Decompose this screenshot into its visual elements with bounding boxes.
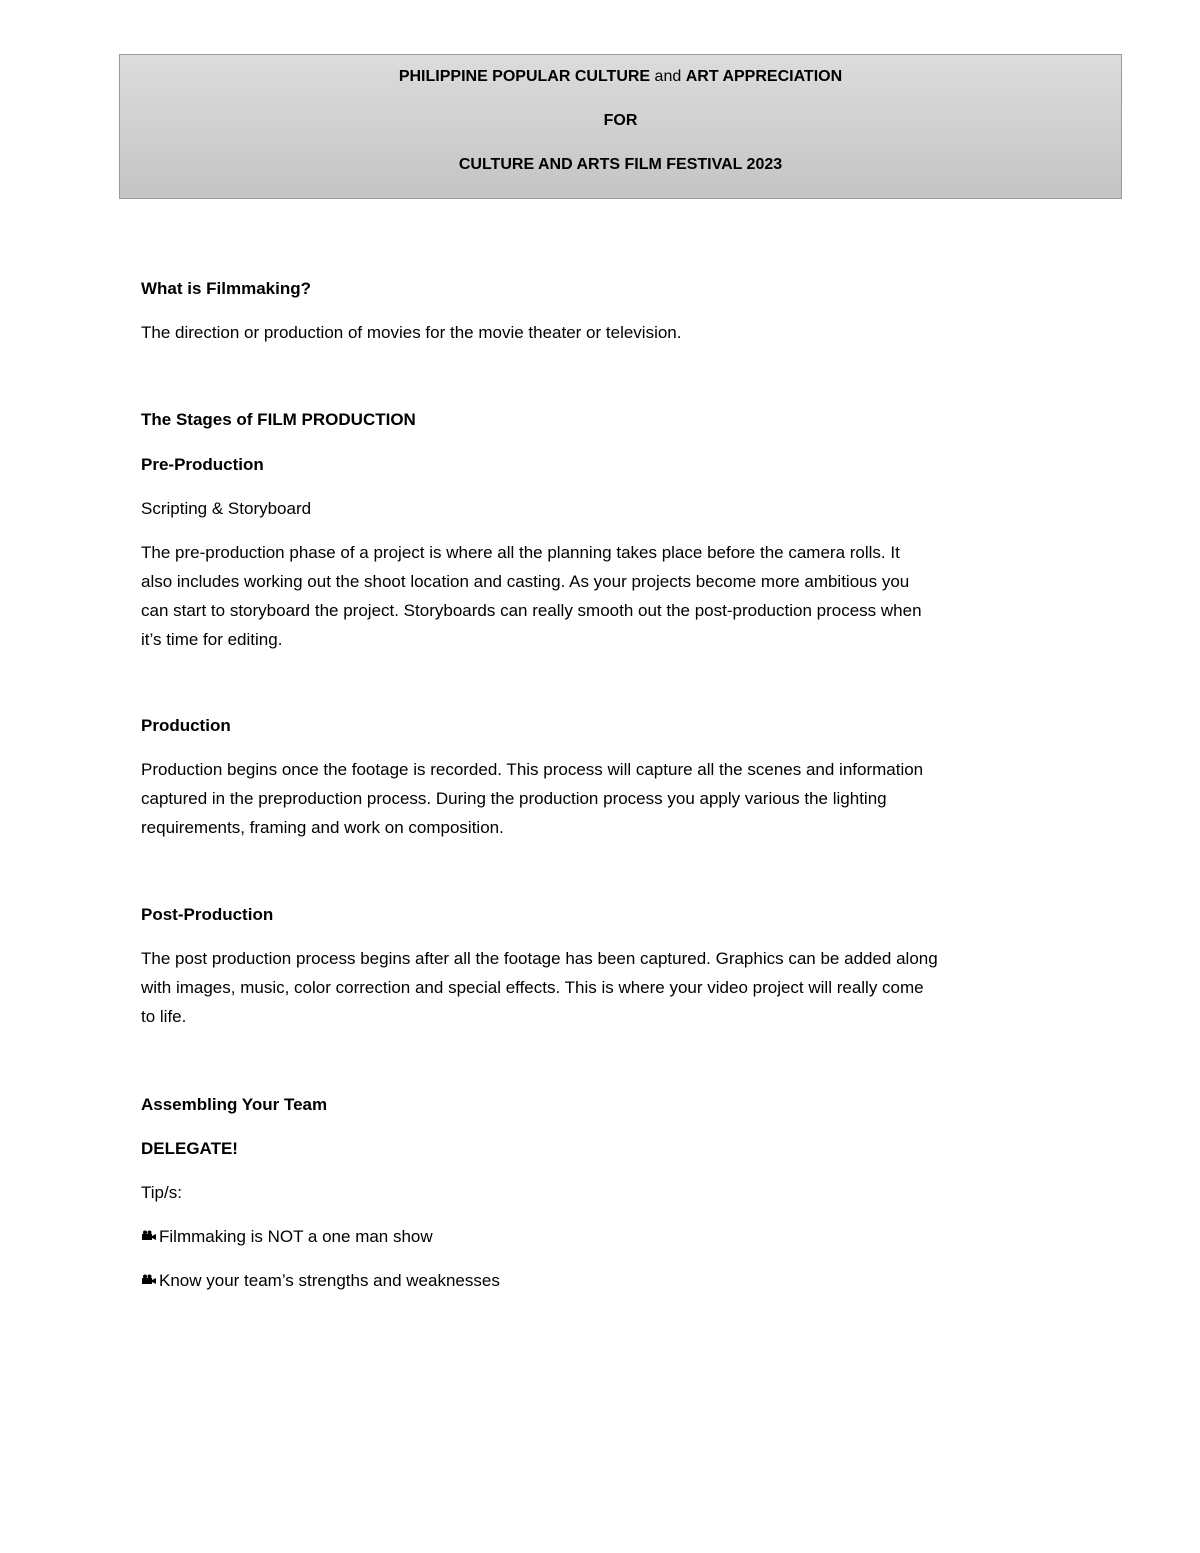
stages-heading: The Stages of FILM PRODUCTION bbox=[141, 410, 416, 429]
paragraph-line: it’s time for editing. bbox=[141, 630, 283, 649]
paragraph-line: to life. bbox=[141, 1007, 187, 1026]
film-camera-icon bbox=[141, 1267, 157, 1296]
course-title-conjunction: and bbox=[650, 68, 686, 85]
festival-title: CULTURE AND ARTS FILM FESTIVAL 2023 bbox=[458, 156, 783, 173]
team-heading: Assembling Your Team bbox=[141, 1095, 328, 1114]
course-title-part1: PHILIPPINE POPULAR CULTURE bbox=[398, 68, 651, 85]
preproduction-heading: Pre-Production bbox=[141, 455, 264, 474]
paragraph-line: captured in the preproduction process. During the production process you apply various the lighting bbox=[141, 789, 887, 808]
paragraph-line: The post production process begins after all the footage has been captured. Graphics can be added along bbox=[141, 949, 938, 968]
title-banner bbox=[119, 54, 1122, 199]
preproduction-subheading: Scripting & Storyboard bbox=[141, 499, 312, 518]
paragraph-line: Production begins once the footage is recorded. This process will capture all the scenes and information bbox=[141, 760, 924, 779]
paragraph-line: also includes working out the shoot location and casting. As your projects become more ambitious you bbox=[141, 572, 910, 591]
tip-item bbox=[141, 1266, 1071, 1296]
what-is-heading: What is Filmmaking? bbox=[141, 279, 312, 298]
delegate-text: DELEGATE! bbox=[141, 1139, 238, 1158]
paragraph-line: with images, music, color correction and special effects. This is where your video project will really come bbox=[141, 978, 924, 997]
production-heading: Production bbox=[141, 716, 231, 735]
course-title-part2: ART APPRECIATION bbox=[685, 68, 843, 85]
tip-text: Filmmaking is NOT a one man show bbox=[159, 1227, 433, 1246]
preproduction-paragraph bbox=[141, 538, 1071, 654]
for-label: FOR bbox=[603, 112, 638, 129]
paragraph-line: requirements, framing and work on composition. bbox=[141, 818, 504, 837]
film-camera-icon bbox=[141, 1223, 157, 1252]
tips-label: Tip/s: bbox=[141, 1183, 182, 1202]
production-paragraph bbox=[141, 755, 1071, 842]
postproduction-paragraph bbox=[141, 944, 1071, 1031]
paragraph-line: The pre-production phase of a project is where all the planning takes place before the camera rolls. It bbox=[141, 543, 900, 562]
what-is-body: The direction or production of movies for the movie theater or television. bbox=[141, 323, 682, 342]
postproduction-heading: Post-Production bbox=[141, 905, 274, 924]
paragraph-line: can start to storyboard the project. Storyboards can really smooth out the post-production process when bbox=[141, 601, 922, 620]
course-title bbox=[120, 67, 1121, 87]
tip-item bbox=[141, 1222, 1071, 1252]
tip-text: Know your team’s strengths and weaknesses bbox=[159, 1271, 500, 1290]
